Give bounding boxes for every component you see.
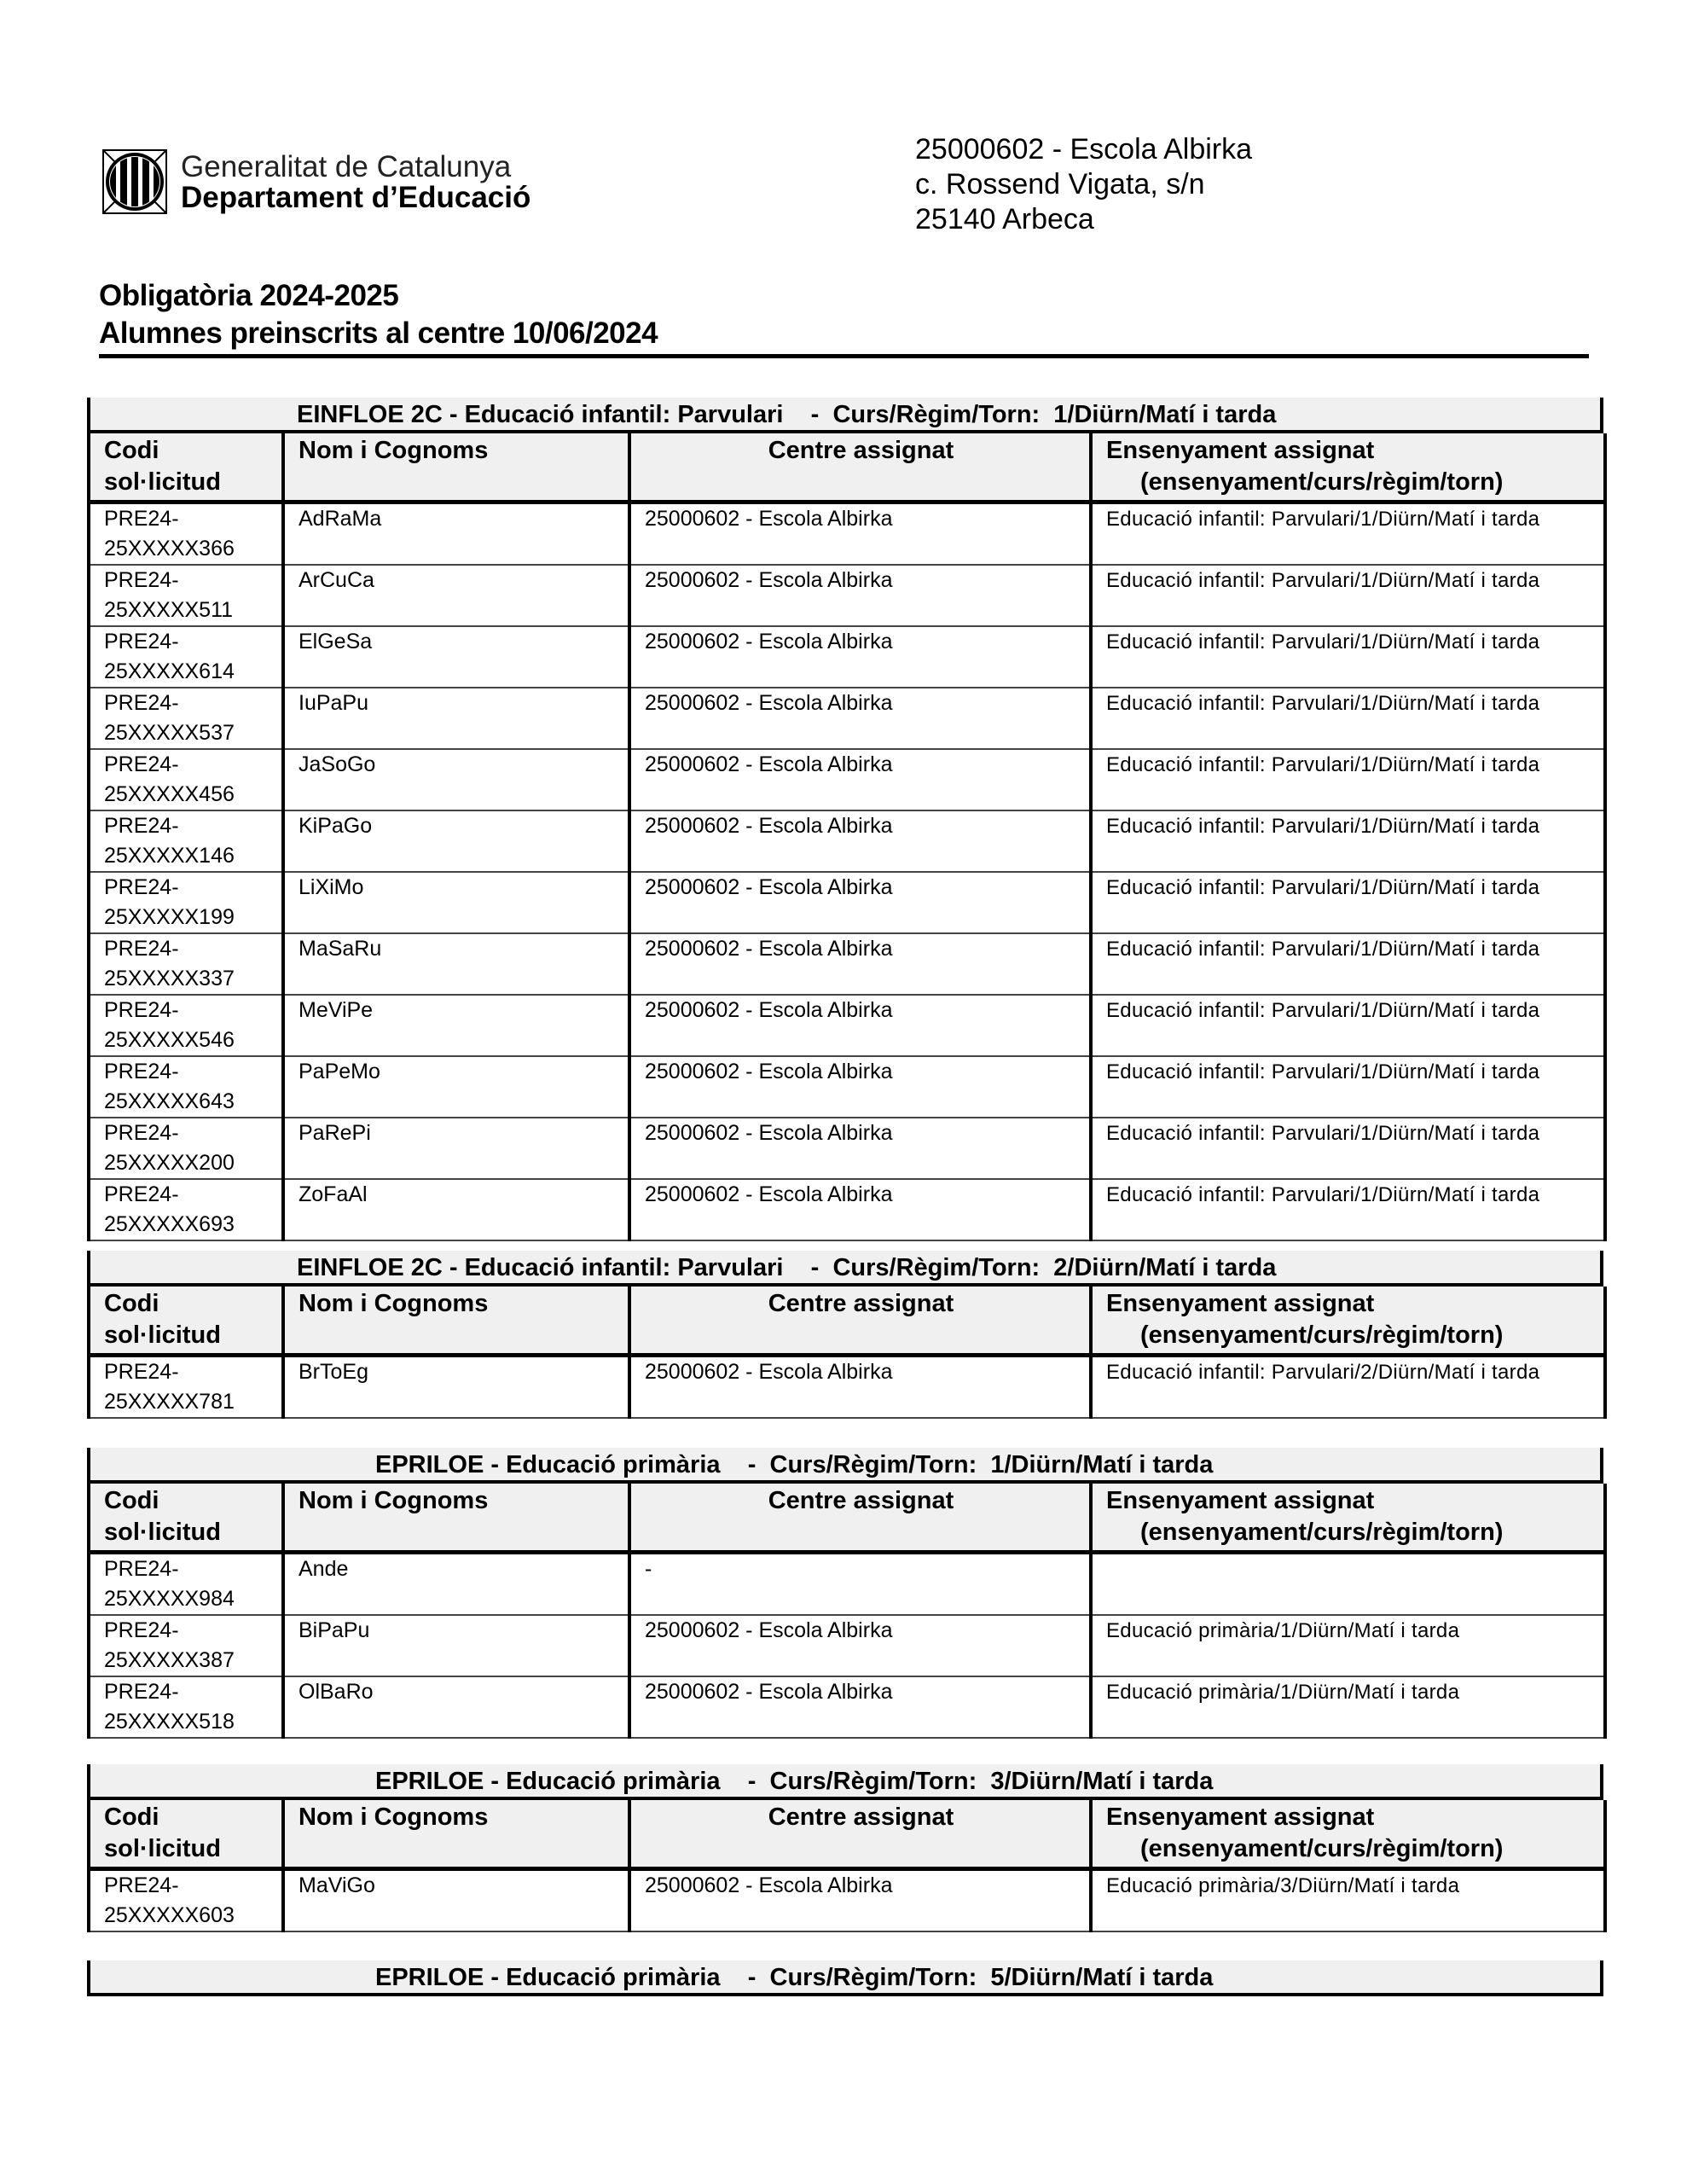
school-street: c. Rossend Vigata, s/n [915, 168, 1205, 200]
assigned-ensenyament: Educació primària/3/Diürn/Matí i tarda [1106, 1874, 1460, 1897]
assigned-ensenyament: Educació infantil: Parvulari/1/Diürn/Matí i tarda [1106, 1122, 1540, 1145]
assigned-ensenyament: Educació infantil: Parvulari/1/Diürn/Matí i tarda [1106, 938, 1540, 961]
student-name: BrToEg [299, 1360, 368, 1384]
enrollment-section [87, 398, 1603, 1241]
assigned-centre-cell [629, 1118, 1091, 1179]
assigned-ensenyament: Educació infantil: Parvulari/1/Diürn/Matí i tarda [1106, 508, 1540, 531]
request-code-number: 25XXXXX146 [104, 844, 235, 868]
request-code-number: 25XXXXX603 [104, 1903, 235, 1927]
request-code-number: 25XXXXX387 [104, 1648, 235, 1672]
assigned-centre: 25000602 - Escola Albirka [645, 1182, 893, 1206]
column-header-centre [629, 1484, 1091, 1553]
student-name-cell [283, 688, 629, 749]
assigned-centre-cell [629, 933, 1091, 995]
assigned-ensenyament-cell [1091, 872, 1605, 933]
assigned-ensenyament-cell [1091, 1356, 1605, 1419]
request-code-number: 25XXXXX366 [104, 537, 235, 561]
enrollment-section [87, 1764, 1603, 1932]
table-row [89, 688, 1605, 749]
table-row [89, 810, 1605, 872]
student-name: ArCuCa [299, 568, 374, 592]
assigned-ensenyament-cell [1091, 565, 1605, 626]
assigned-centre: 25000602 - Escola Albirka [645, 630, 893, 653]
column-header-code [89, 1800, 283, 1869]
request-code-number: 25XXXXX781 [104, 1390, 235, 1414]
assigned-centre-cell [629, 1553, 1091, 1616]
request-code-number: 25XXXXX643 [104, 1089, 235, 1113]
assigned-ensenyament: Educació infantil: Parvulari/1/Diürn/Matí i tarda [1106, 569, 1540, 592]
student-name: ElGeSa [299, 630, 373, 653]
applicants-table [87, 1287, 1607, 1419]
assigned-ensenyament-cell [1091, 1869, 1605, 1932]
request-code-number: 25XXXXX614 [104, 659, 235, 683]
column-header-ens-line-1: Ensenyament assignat [1106, 1804, 1375, 1831]
table-row [89, 1118, 1605, 1179]
student-name: IuPaPu [299, 691, 369, 715]
table-row [89, 1615, 1605, 1676]
request-code-prefix: PRE24- [104, 1360, 179, 1384]
section-title-bar [87, 1251, 1603, 1287]
table-row [89, 1179, 1605, 1240]
school-address [915, 132, 1252, 237]
request-code-number: 25XXXXX337 [104, 967, 235, 990]
table-header-row [89, 1800, 1605, 1869]
assigned-ensenyament-cell [1091, 502, 1605, 566]
request-code-cell [89, 995, 283, 1056]
table-header-row [89, 1484, 1605, 1553]
student-name-cell [283, 626, 629, 688]
request-code-prefix: PRE24- [104, 1182, 179, 1206]
student-name-cell [283, 565, 629, 626]
request-code-number: 25XXXXX984 [104, 1587, 235, 1611]
request-code-prefix: PRE24- [104, 691, 179, 715]
assigned-centre: 25000602 - Escola Albirka [645, 998, 893, 1022]
document-title-line-2: Alumnes preinscrits al centre 10/06/2024 [99, 317, 658, 350]
organization-name [181, 152, 530, 213]
applicants-table [87, 1484, 1607, 1739]
column-header-code-line-2: sol·licitud [104, 1835, 221, 1862]
assigned-centre-cell [629, 1615, 1091, 1676]
request-code-prefix: PRE24- [104, 1873, 179, 1897]
assigned-centre-cell [629, 872, 1091, 933]
student-name-cell [283, 1179, 629, 1240]
org-line-2: Departament d’Educació [181, 181, 531, 214]
request-code-cell [89, 810, 283, 872]
student-name-cell [283, 502, 629, 566]
request-code-cell [89, 933, 283, 995]
assigned-ensenyament-cell [1091, 810, 1605, 872]
request-code-prefix: PRE24- [104, 630, 179, 653]
document-title [99, 277, 658, 352]
request-code-number: 25XXXXX537 [104, 721, 235, 745]
document-title-line-1: Obligatòria 2024-2025 [99, 279, 399, 312]
assigned-ensenyament: Educació infantil: Parvulari/1/Diürn/Matí i tarda [1106, 1183, 1540, 1206]
assigned-ensenyament-cell [1091, 1553, 1605, 1616]
assigned-ensenyament: Educació primària/1/Diürn/Matí i tarda [1106, 1681, 1460, 1704]
assigned-ensenyament: Educació infantil: Parvulari/1/Diürn/Matí i tarda [1106, 692, 1540, 715]
assigned-ensenyament: Educació infantil: Parvulari/1/Diürn/Matí i tarda [1106, 876, 1540, 899]
column-header-ens-line-2: (ensenyament/curs/règim/torn) [1140, 468, 1504, 496]
column-header-name-label: Nom i Cognoms [299, 1290, 489, 1317]
request-code-cell [89, 565, 283, 626]
table-row [89, 1356, 1605, 1419]
request-code-number: 25XXXXX456 [104, 782, 235, 806]
section-title: EINFLOE 2C - Educació infantil: Parvulari - Curs/Règim/Torn: 2/Diürn/Matí i tarda [297, 1254, 1277, 1281]
column-header-name [283, 1800, 629, 1869]
title-divider [99, 354, 1589, 358]
enrollment-section [87, 1251, 1603, 1419]
table-row [89, 749, 1605, 810]
request-code-prefix: PRE24- [104, 998, 179, 1022]
column-header-ens-line-2: (ensenyament/curs/règim/torn) [1140, 1519, 1504, 1546]
enrollment-section [87, 1960, 1603, 1996]
assigned-ensenyament: Educació infantil: Parvulari/1/Diürn/Matí i tarda [1106, 630, 1540, 653]
assigned-ensenyament-cell [1091, 995, 1605, 1056]
request-code-cell [89, 1869, 283, 1932]
student-name-cell [283, 1553, 629, 1616]
column-header-code-line-1: Codi [104, 1487, 159, 1514]
request-code-cell [89, 749, 283, 810]
request-code-prefix: PRE24- [104, 937, 179, 961]
student-name-cell [283, 810, 629, 872]
request-code-cell [89, 1179, 283, 1240]
student-name: LiXiMo [299, 875, 364, 899]
section-title: EINFLOE 2C - Educació infantil: Parvulari - Curs/Règim/Torn: 1/Diürn/Matí i tarda [297, 401, 1277, 428]
table-row [89, 565, 1605, 626]
column-header-centre-label: Centre assignat [768, 1290, 954, 1317]
request-code-cell [89, 1356, 283, 1419]
section-title: EPRILOE - Educació primària - Curs/Règim/Torn: 3/Diürn/Matí i tarda [375, 1768, 1214, 1795]
request-code-prefix: PRE24- [104, 1121, 179, 1145]
section-title: EPRILOE - Educació primària - Curs/Règim/Torn: 5/Diürn/Matí i tarda [375, 1964, 1214, 1991]
student-name-cell [283, 1056, 629, 1118]
request-code-prefix: PRE24- [104, 875, 179, 899]
column-header-ensenyament [1091, 433, 1605, 502]
org-line-1: Generalitat de Catalunya [181, 150, 512, 183]
column-header-centre-label: Centre assignat [768, 437, 954, 464]
column-header-name-label: Nom i Cognoms [299, 437, 489, 464]
column-header-ens-line-2: (ensenyament/curs/règim/torn) [1140, 1321, 1504, 1349]
request-code-number: 25XXXXX518 [104, 1710, 235, 1734]
column-header-code [89, 1484, 283, 1553]
assigned-ensenyament: Educació infantil: Parvulari/1/Diürn/Matí i tarda [1106, 1060, 1540, 1083]
section-title-bar [87, 398, 1603, 433]
column-header-code [89, 433, 283, 502]
column-header-name-label: Nom i Cognoms [299, 1487, 489, 1514]
student-name-cell [283, 1356, 629, 1419]
table-row [89, 626, 1605, 688]
applicants-table [87, 433, 1607, 1241]
assigned-ensenyament-cell [1091, 1615, 1605, 1676]
assigned-centre: 25000602 - Escola Albirka [645, 507, 893, 531]
column-header-ensenyament [1091, 1287, 1605, 1356]
student-name-cell [283, 933, 629, 995]
request-code-prefix: PRE24- [104, 814, 179, 838]
column-header-name [283, 1287, 629, 1356]
column-header-ens-line-1: Ensenyament assignat [1106, 1290, 1375, 1317]
request-code-cell [89, 1615, 283, 1676]
student-name-cell [283, 749, 629, 810]
assigned-centre-cell [629, 1356, 1091, 1419]
request-code-cell [89, 1056, 283, 1118]
section-title-bar [87, 1960, 1603, 1996]
request-code-cell [89, 1676, 283, 1738]
request-code-cell [89, 688, 283, 749]
student-name: PaPeMo [299, 1060, 380, 1083]
column-header-name [283, 433, 629, 502]
school-city: 25140 Arbeca [915, 203, 1094, 235]
column-header-code-line-1: Codi [104, 437, 159, 464]
assigned-centre: 25000602 - Escola Albirka [645, 1680, 893, 1704]
request-code-prefix: PRE24- [104, 507, 179, 531]
column-header-code-line-2: sol·licitud [104, 1321, 221, 1349]
section-title-bar [87, 1764, 1603, 1800]
request-code-prefix: PRE24- [104, 1060, 179, 1083]
student-name-cell [283, 995, 629, 1056]
student-name: KiPaGo [299, 814, 373, 838]
assigned-centre-cell [629, 565, 1091, 626]
assigned-ensenyament-cell [1091, 626, 1605, 688]
student-name-cell [283, 1869, 629, 1932]
table-row [89, 995, 1605, 1056]
column-header-ensenyament [1091, 1800, 1605, 1869]
column-header-code [89, 1287, 283, 1356]
applicants-table [87, 1800, 1607, 1932]
assigned-ensenyament-cell [1091, 1676, 1605, 1738]
table-row [89, 1676, 1605, 1738]
assigned-centre: 25000602 - Escola Albirka [645, 1060, 893, 1083]
column-header-name [283, 1484, 629, 1553]
student-name: MaSaRu [299, 937, 382, 961]
assigned-centre-cell [629, 749, 1091, 810]
request-code-cell [89, 872, 283, 933]
assigned-centre: 25000602 - Escola Albirka [645, 875, 893, 899]
student-name: OlBaRo [299, 1680, 374, 1704]
assigned-centre-cell [629, 1676, 1091, 1738]
request-code-number: 25XXXXX200 [104, 1151, 235, 1175]
section-title: EPRILOE - Educació primària - Curs/Règim/Torn: 1/Diürn/Matí i tarda [375, 1451, 1214, 1478]
assigned-ensenyament-cell [1091, 933, 1605, 995]
request-code-prefix: PRE24- [104, 1680, 179, 1704]
assigned-centre: 25000602 - Escola Albirka [645, 752, 893, 776]
student-name-cell [283, 1118, 629, 1179]
student-name-cell [283, 1615, 629, 1676]
assigned-centre: 25000602 - Escola Albirka [645, 1360, 893, 1384]
column-header-code-line-1: Codi [104, 1290, 159, 1317]
generalitat-coat-of-arms-icon [102, 149, 167, 214]
request-code-cell [89, 626, 283, 688]
column-header-centre [629, 1287, 1091, 1356]
request-code-prefix: PRE24- [104, 1618, 179, 1642]
student-name: MaViGo [299, 1873, 375, 1897]
student-name: MeViPe [299, 998, 374, 1022]
column-header-centre [629, 433, 1091, 502]
enrollment-section [87, 1448, 1603, 1739]
student-name: Ande [299, 1557, 349, 1581]
request-code-cell [89, 1553, 283, 1616]
request-code-cell [89, 502, 283, 566]
assigned-centre-cell [629, 995, 1091, 1056]
assigned-ensenyament-cell [1091, 1056, 1605, 1118]
column-header-code-line-2: sol·licitud [104, 468, 221, 496]
assigned-centre: 25000602 - Escola Albirka [645, 568, 893, 592]
assigned-ensenyament: Educació infantil: Parvulari/1/Diürn/Matí i tarda [1106, 753, 1540, 776]
column-header-name-label: Nom i Cognoms [299, 1804, 489, 1831]
column-header-ensenyament [1091, 1484, 1605, 1553]
student-name-cell [283, 1676, 629, 1738]
table-row [89, 933, 1605, 995]
request-code-number: 25XXXXX693 [104, 1212, 235, 1236]
assigned-centre-cell [629, 1869, 1091, 1932]
assigned-ensenyament: Educació infantil: Parvulari/1/Diürn/Matí i tarda [1106, 999, 1540, 1022]
request-code-number: 25XXXXX199 [104, 905, 235, 929]
student-name: AdRaMa [299, 507, 382, 531]
column-header-ens-line-1: Ensenyament assignat [1106, 437, 1375, 464]
request-code-prefix: PRE24- [104, 752, 179, 776]
student-name-cell [283, 872, 629, 933]
assigned-centre: 25000602 - Escola Albirka [645, 937, 893, 961]
assigned-centre-cell [629, 1056, 1091, 1118]
column-header-ens-line-1: Ensenyament assignat [1106, 1487, 1375, 1514]
assigned-centre-cell [629, 626, 1091, 688]
request-code-number: 25XXXXX511 [104, 598, 234, 622]
assigned-centre-cell [629, 502, 1091, 566]
school-name: 25000602 - Escola Albirka [915, 133, 1253, 166]
column-header-centre [629, 1800, 1091, 1869]
assigned-ensenyament: Educació infantil: Parvulari/2/Diürn/Matí i tarda [1106, 1361, 1540, 1384]
table-row [89, 1553, 1605, 1616]
request-code-cell [89, 1118, 283, 1179]
assigned-centre-cell [629, 1179, 1091, 1240]
assigned-centre: 25000602 - Escola Albirka [645, 1873, 893, 1897]
column-header-centre-label: Centre assignat [768, 1804, 954, 1831]
request-code-number: 25XXXXX546 [104, 1028, 235, 1052]
assigned-ensenyament-cell [1091, 1118, 1605, 1179]
assigned-ensenyament: Educació infantil: Parvulari/1/Diürn/Matí i tarda [1106, 815, 1540, 838]
student-name: PaRePi [299, 1121, 371, 1145]
table-row [89, 1056, 1605, 1118]
column-header-ens-line-2: (ensenyament/curs/règim/torn) [1140, 1835, 1504, 1862]
table-header-row [89, 433, 1605, 502]
column-header-centre-label: Centre assignat [768, 1487, 954, 1514]
table-header-row [89, 1287, 1605, 1356]
request-code-prefix: PRE24- [104, 1557, 179, 1581]
table-row [89, 502, 1605, 566]
assigned-centre-cell [629, 688, 1091, 749]
assigned-centre: 25000602 - Escola Albirka [645, 691, 893, 715]
table-row [89, 1869, 1605, 1932]
section-title-bar [87, 1448, 1603, 1484]
column-header-code-line-1: Codi [104, 1804, 159, 1831]
student-name: BiPaPu [299, 1618, 370, 1642]
request-code-prefix: PRE24- [104, 568, 179, 592]
assigned-ensenyament-cell [1091, 688, 1605, 749]
student-name: JaSoGo [299, 752, 376, 776]
student-name: ZoFaAl [299, 1182, 368, 1206]
table-row [89, 872, 1605, 933]
assigned-centre-cell [629, 810, 1091, 872]
assigned-centre: 25000602 - Escola Albirka [645, 814, 893, 838]
assigned-ensenyament-cell [1091, 749, 1605, 810]
assigned-centre: 25000602 - Escola Albirka [645, 1618, 893, 1642]
assigned-ensenyament-cell [1091, 1179, 1605, 1240]
assigned-centre: 25000602 - Escola Albirka [645, 1121, 893, 1145]
column-header-code-line-2: sol·licitud [104, 1519, 221, 1546]
assigned-ensenyament: Educació primària/1/Diürn/Matí i tarda [1106, 1619, 1460, 1642]
assigned-centre: - [645, 1557, 652, 1581]
